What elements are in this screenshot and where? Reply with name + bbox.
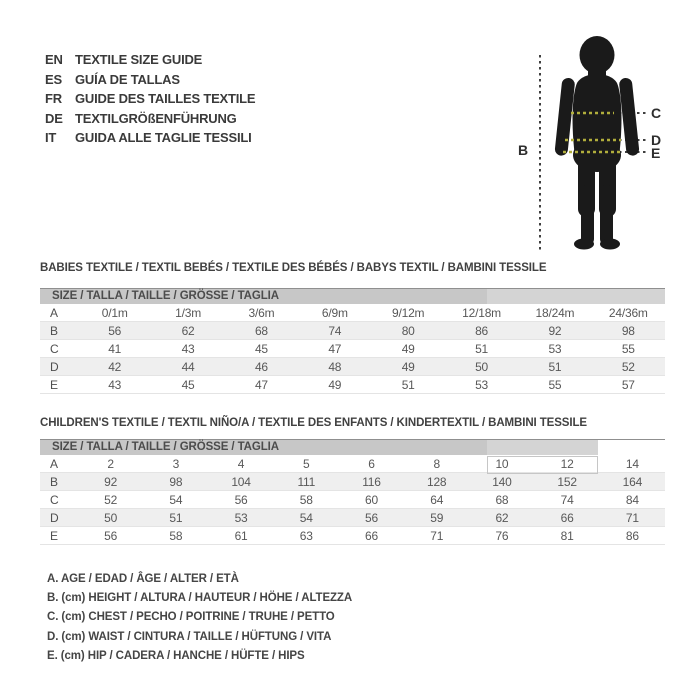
waist-measure-label: D (651, 132, 661, 148)
size-cell: 55 (548, 377, 562, 392)
chest-measure-label: C (651, 105, 661, 121)
language-row (45, 109, 255, 129)
language-code: EN (45, 52, 63, 68)
size-cell: 46 (254, 359, 268, 374)
size-cell: 111 (297, 474, 316, 489)
row-label: E (50, 377, 59, 392)
height-measure-label: B (518, 142, 528, 158)
size-cell: 58 (299, 492, 313, 507)
row-label: D (50, 510, 59, 525)
size-cell: 4 (237, 456, 245, 471)
size-cell: 56 (104, 528, 118, 543)
size-cell: 128 (426, 474, 447, 489)
size-cell: 9/12m (392, 305, 425, 320)
size-cell: 44 (181, 359, 195, 374)
row-label: B (50, 323, 59, 338)
language-title: GUIDA ALLE TAGLIE TESSILI (75, 130, 252, 146)
language-title: GUÍA DE TALLAS (75, 71, 180, 87)
size-cell: 54 (299, 510, 313, 525)
legend-line-waist: D. (cm) WAIST / CINTURA / TAILLE / HÜFTUNG / VITA (47, 630, 332, 643)
size-cell: 57 (621, 377, 635, 392)
babies-table-header: SIZE / TALLA / TAILLE / GRÖSSE / TAGLIA (40, 288, 665, 304)
size-cell: 8 (433, 456, 440, 471)
language-title: TEXTILE SIZE GUIDE (75, 52, 203, 68)
table-row (40, 304, 665, 322)
row-label: C (50, 341, 59, 356)
size-cell: 45 (254, 341, 268, 356)
size-cell: 18/24m (535, 305, 575, 320)
size-cell: 24/36m (608, 305, 648, 320)
babies-table-rows (40, 304, 665, 394)
language-title: TEXTILGRÖßENFÜHRUNG (75, 110, 237, 126)
size-cell: 58 (169, 528, 183, 543)
size-cell: 5 (303, 456, 310, 471)
size-cell: 66 (560, 510, 574, 525)
size-cell: 66 (365, 528, 378, 543)
size-cell: 49 (401, 341, 415, 356)
row-label: D (50, 359, 59, 374)
size-cell: 140 (492, 474, 512, 489)
row-label: B (50, 474, 59, 489)
hip-measure-label: E (651, 145, 661, 161)
size-cell: 49 (401, 359, 415, 374)
table-row (40, 527, 665, 545)
language-row (45, 70, 255, 90)
size-cell: 76 (495, 528, 509, 543)
size-cell: 68 (495, 492, 509, 507)
size-cell: 81 (560, 528, 574, 543)
size-cell: 47 (254, 377, 268, 392)
size-cell: 6/9m (321, 305, 348, 320)
table-row (40, 376, 665, 394)
size-cell: 14 (625, 456, 639, 471)
size-cell: 1/3m (175, 305, 201, 320)
size-cell: 50 (104, 510, 118, 525)
language-title: GUIDE DES TAILLES TEXTILE (75, 91, 256, 107)
size-cell: 10 (495, 456, 509, 471)
table-row (40, 509, 665, 527)
size-cell: 12 (560, 456, 574, 471)
size-cell: 74 (560, 492, 574, 507)
size-cell: 98 (621, 323, 635, 338)
size-cell: 104 (231, 474, 251, 489)
size-cell: 164 (622, 474, 643, 489)
size-cell: 62 (495, 510, 509, 525)
size-cell: 3 (172, 456, 180, 471)
legend-line-age: A. AGE / EDAD / ÂGE / ALTER / ETÀ (47, 572, 239, 585)
table-row (40, 340, 665, 358)
row-label: A (50, 456, 59, 471)
size-cell: 152 (557, 474, 577, 489)
size-cell: 92 (104, 474, 118, 489)
children-table (40, 439, 665, 545)
size-cell: 56 (108, 323, 122, 338)
size-cell: 53 (548, 341, 562, 356)
size-cell: 80 (401, 323, 415, 338)
size-cell: 52 (104, 492, 118, 507)
language-row (45, 89, 255, 109)
size-cell: 74 (328, 323, 342, 338)
babies-table-title: BABIES TEXTILE / TEXTIL BEBÉS / TEXTILE DES BÉBÉS / BABYS TEXTIL / BAMBINI TESSILE (40, 262, 547, 274)
size-cell: 50 (475, 359, 489, 374)
size-cell: 116 (362, 474, 381, 489)
size-cell: 45 (181, 377, 195, 392)
size-cell: 86 (625, 528, 639, 543)
size-cell: 71 (625, 510, 639, 525)
size-cell: 3/6m (248, 305, 275, 320)
row-label: A (50, 305, 59, 320)
size-cell: 41 (108, 341, 122, 356)
size-cell: 43 (181, 341, 195, 356)
measurement-legend (47, 569, 352, 665)
language-code: IT (45, 130, 57, 146)
language-row (45, 128, 255, 148)
table-row (40, 491, 665, 509)
size-cell: 47 (328, 341, 342, 356)
size-cell: 51 (548, 359, 562, 374)
language-code: DE (45, 110, 63, 126)
babies-table (40, 288, 665, 394)
size-cell: 56 (234, 492, 248, 507)
legend-line-height: B. (cm) HEIGHT / ALTURA / HAUTEUR / HÖHE / ALTEZZA (47, 591, 353, 604)
table-row (40, 473, 665, 491)
size-cell: 68 (254, 323, 268, 338)
size-cell: 84 (625, 492, 639, 507)
legend-line-hip: E. (cm) HIP / CADERA / HANCHE / HÜFTE / HIPS (47, 649, 305, 662)
children-table-header: SIZE / TALLA / TAILLE / GRÖSSE / TAGLIA (40, 439, 665, 455)
size-cell: 53 (475, 377, 489, 392)
size-cell: 48 (328, 359, 342, 374)
size-cell: 61 (234, 528, 248, 543)
row-label: E (50, 528, 59, 543)
size-cell: 64 (430, 492, 444, 507)
size-cell: 43 (108, 377, 122, 392)
size-cell: 86 (475, 323, 489, 338)
size-cell: 53 (234, 510, 248, 525)
size-cell: 98 (169, 474, 183, 489)
language-row (45, 50, 255, 70)
size-cell: 92 (548, 323, 562, 338)
size-cell: 60 (365, 492, 378, 507)
children-table-title: CHILDREN'S TEXTILE / TEXTIL NIÑO/A / TEXTILE DES ENFANTS / KINDERTEXTIL / BAMBINI TESSILE (40, 417, 587, 429)
size-cell: 51 (169, 510, 183, 525)
size-cell: 2 (107, 456, 114, 471)
language-list (45, 50, 255, 148)
size-cell: 12/18m (462, 305, 501, 320)
size-cell: 55 (621, 341, 635, 356)
size-cell: 0/1m (101, 305, 128, 320)
size-cell: 54 (169, 492, 183, 507)
size-cell: 56 (365, 510, 378, 525)
language-code: FR (45, 91, 62, 107)
size-cell: 63 (299, 528, 313, 543)
size-cell: 6 (368, 456, 375, 471)
size-cell: 71 (430, 528, 444, 543)
size-cell: 51 (401, 377, 415, 392)
language-code: ES (45, 71, 62, 87)
row-label: C (50, 492, 59, 507)
legend-line-chest: C. (cm) CHEST / PECHO / POITRINE / TRUHE / PETTO (47, 611, 335, 624)
size-cell: 52 (621, 359, 635, 374)
highlighted-size-box (487, 456, 598, 474)
table-row (40, 358, 665, 376)
size-cell: 42 (108, 359, 122, 374)
size-cell: 62 (181, 323, 195, 338)
size-cell: 59 (430, 510, 444, 525)
size-cell: 51 (475, 341, 489, 356)
table-row (40, 322, 665, 340)
size-cell: 49 (328, 377, 342, 392)
